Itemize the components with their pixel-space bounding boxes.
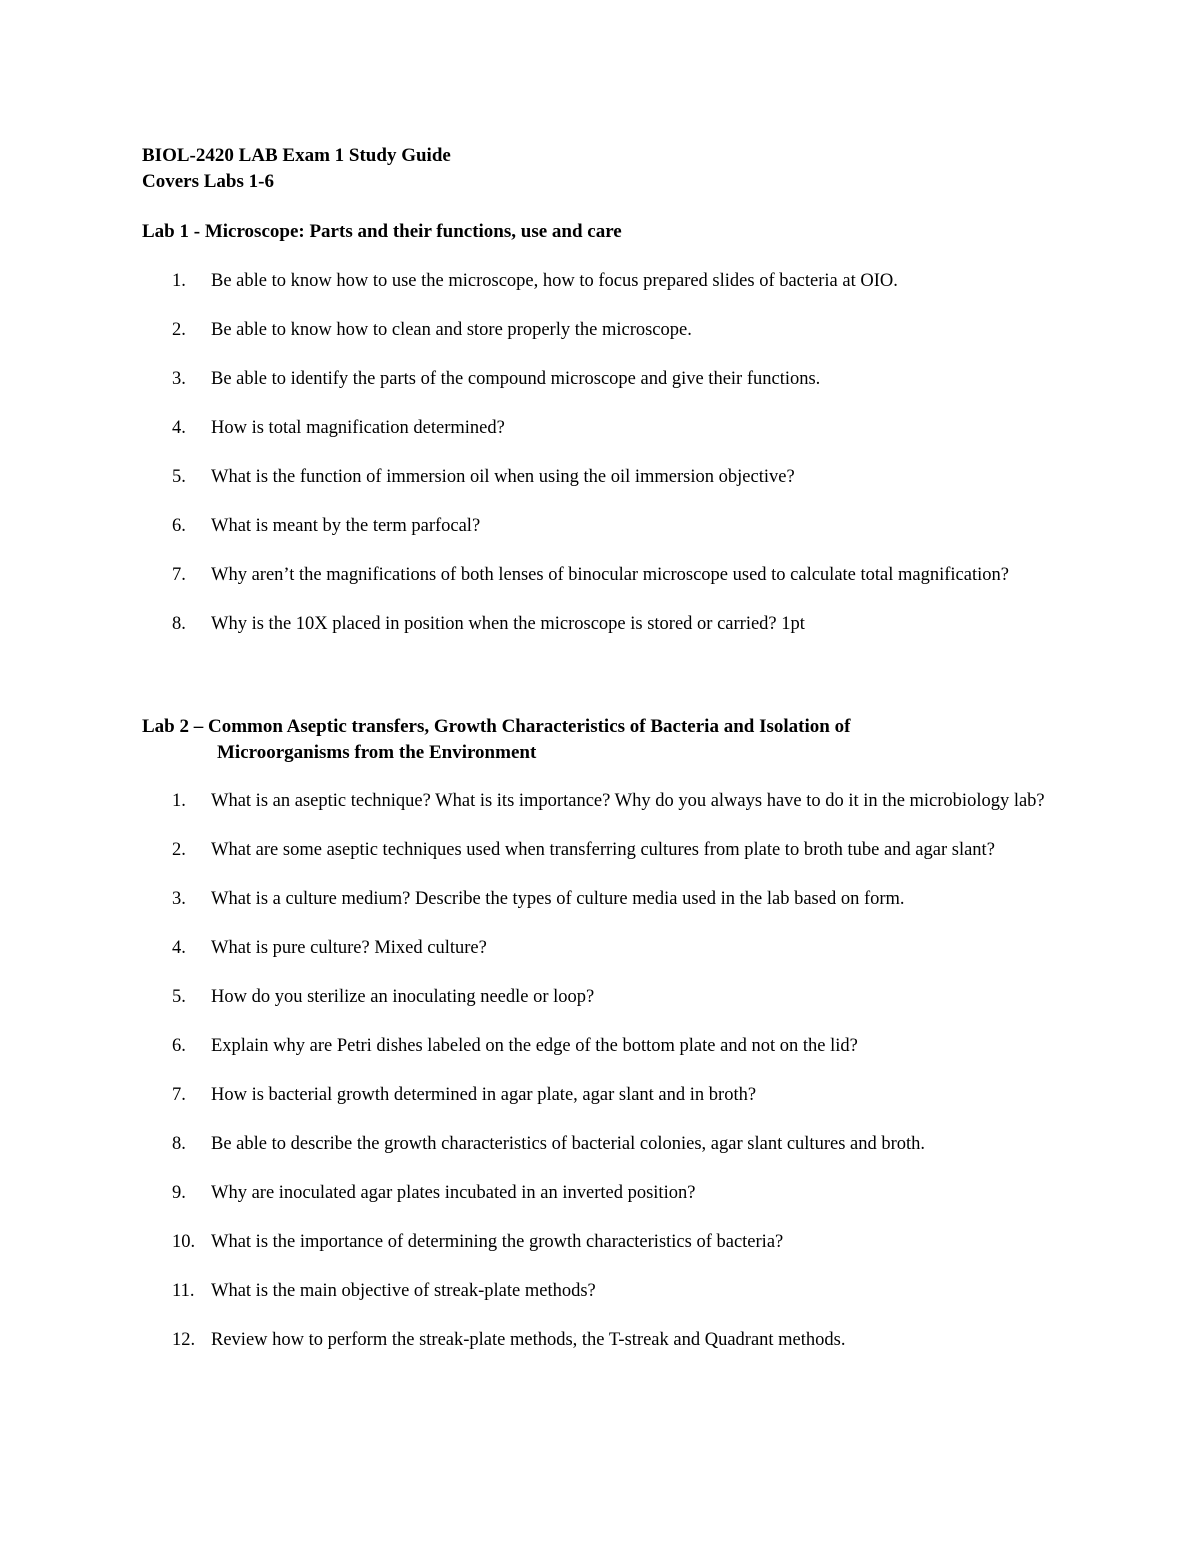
question-text: Explain why are Petri dishes labeled on the edge of the bottom plate and not on the lid?: [211, 1036, 858, 1056]
list-item: [0, 1279, 1200, 1304]
list-item: [0, 416, 1200, 441]
question-number: 2.: [172, 320, 186, 340]
question-text: What are some aseptic techniques used when transferring cultures from plate to broth tube and agar slant?: [211, 840, 995, 860]
list-item: [0, 465, 1200, 490]
question-number: 10.: [172, 1232, 196, 1252]
question-text: Why is the 10X placed in position when the microscope is stored or carried? 1pt: [211, 614, 805, 634]
list-item: [0, 936, 1200, 961]
question-text: What is the main objective of streak-plate methods?: [211, 1281, 596, 1301]
question-text: What is the function of immersion oil when using the oil immersion objective?: [211, 467, 795, 487]
question-text: Why are inoculated agar plates incubated in an inverted position?: [211, 1183, 696, 1203]
list-item: [0, 367, 1200, 392]
document-subtitle: Covers Labs 1-6: [142, 171, 274, 192]
question-number: 1.: [172, 271, 186, 291]
question-text: Be able to identify the parts of the compound microscope and give their functions.: [211, 369, 821, 389]
question-number: 5.: [172, 467, 186, 487]
question-text: How do you sterilize an inoculating needle or loop?: [211, 987, 595, 1007]
question-text: What is an aseptic technique? What is its importance? Why do you always have to do it in the microbiology lab?: [211, 791, 1045, 811]
question-text: Review how to perform the streak-plate methods, the T-streak and Quadrant methods.: [211, 1330, 846, 1350]
list-item: [0, 789, 1200, 814]
question-text: Be able to know how to clean and store properly the microscope.: [211, 320, 692, 340]
question-number: 11.: [172, 1281, 195, 1301]
list-item: [0, 1230, 1200, 1255]
question-number: 6.: [172, 516, 186, 536]
question-number: 7.: [172, 565, 186, 585]
list-item: [0, 563, 1200, 588]
document-title: BIOL-2420 LAB Exam 1 Study Guide: [142, 145, 451, 166]
lab2-question-list: [0, 789, 1200, 1377]
question-text: Why aren’t the magnifications of both lenses of binocular microscope used to calculate total magnification?: [211, 565, 1009, 585]
question-text: What is the importance of determining the growth characteristics of bacteria?: [211, 1232, 784, 1252]
list-item: [0, 514, 1200, 539]
question-text: What is pure culture? Mixed culture?: [211, 938, 487, 958]
question-number: 2.: [172, 840, 186, 860]
lab2-heading-line2: Microorganisms from the Environment: [217, 742, 537, 763]
question-text: How is bacterial growth determined in agar plate, agar slant and in broth?: [211, 1085, 757, 1105]
question-number: 4.: [172, 938, 186, 958]
question-number: 8.: [172, 614, 186, 634]
question-text: How is total magnification determined?: [211, 418, 505, 438]
question-text: Be able to describe the growth characteristics of bacterial colonies, agar slant cultures and broth.: [211, 1134, 926, 1154]
question-text: Be able to know how to use the microscope, how to focus prepared slides of bacteria at OIO.: [211, 271, 898, 291]
list-item: [0, 985, 1200, 1010]
question-text: What is meant by the term parfocal?: [211, 516, 481, 536]
question-text: What is a culture medium? Describe the types of culture media used in the lab based on form.: [211, 889, 905, 909]
question-number: 4.: [172, 418, 186, 438]
list-item: [0, 318, 1200, 343]
list-item: [0, 1181, 1200, 1206]
list-item: [0, 269, 1200, 294]
question-number: 12.: [172, 1330, 196, 1350]
question-number: 8.: [172, 1134, 186, 1154]
question-number: 5.: [172, 987, 186, 1007]
lab2-heading: [142, 714, 850, 766]
lab2-heading-line1: Lab 2 – Common Aseptic transfers, Growth Characteristics of Bacteria and Isolation of: [142, 716, 851, 737]
question-number: 6.: [172, 1036, 186, 1056]
lab1-heading: Lab 1 - Microscope: Parts and their functions, use and care: [142, 221, 622, 242]
list-item: [0, 1034, 1200, 1059]
list-item: [0, 612, 1200, 637]
question-number: 3.: [172, 889, 186, 909]
lab1-question-list: [0, 269, 1200, 661]
question-number: 1.: [172, 791, 186, 811]
question-number: 3.: [172, 369, 186, 389]
list-item: [0, 1132, 1200, 1157]
question-number: 7.: [172, 1085, 186, 1105]
list-item: [0, 887, 1200, 912]
question-number: 9.: [172, 1183, 186, 1203]
list-item: [0, 838, 1200, 863]
list-item: [0, 1083, 1200, 1108]
list-item: [0, 1328, 1200, 1353]
